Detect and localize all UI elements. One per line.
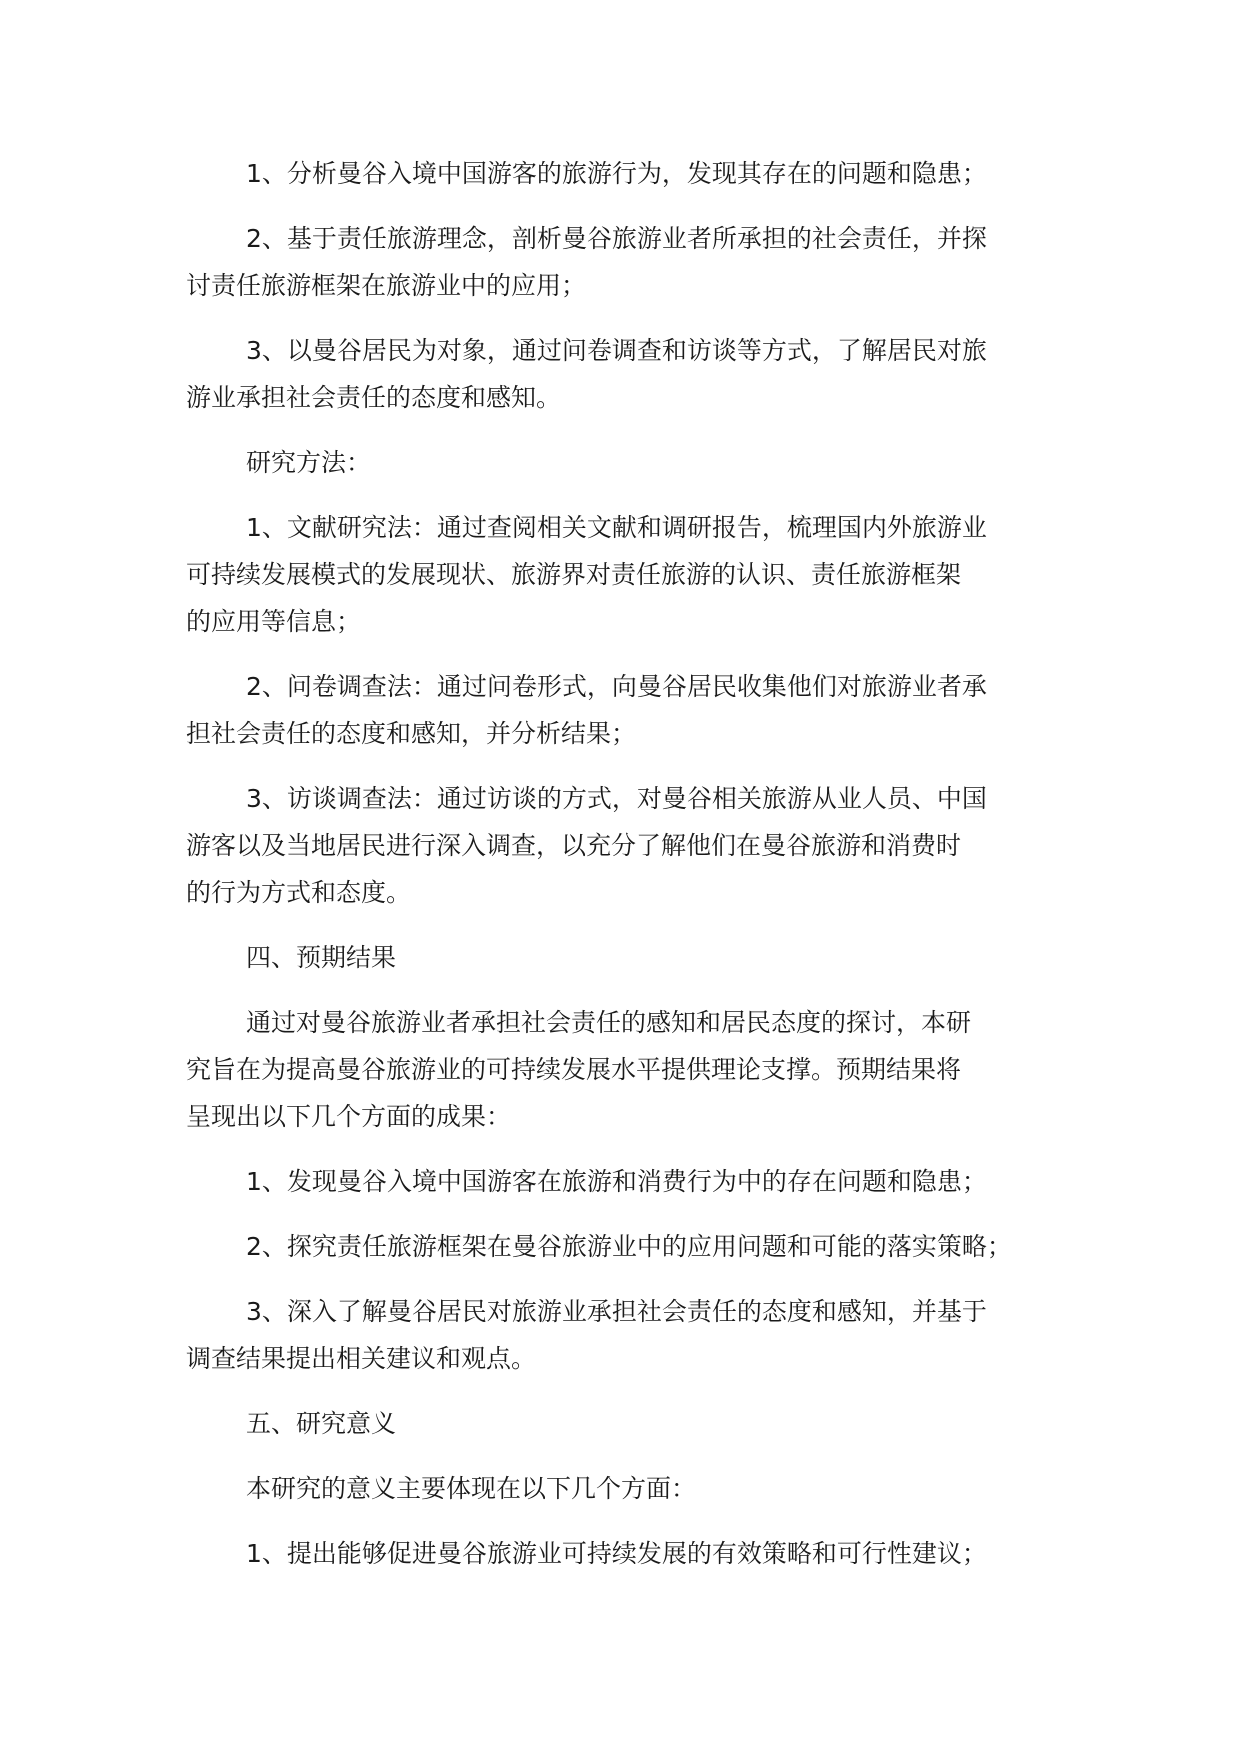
text-line: 1、发现曼谷入境中国游客在旅游和消费行为中的存在问题和隐患； [246,1167,987,1196]
text-line: 五、研究意义 [246,1409,397,1438]
paragraph [186,1530,1066,1577]
section-heading [186,1400,1066,1447]
text-line: 游客以及当地居民进行深入调查，以充分了解他们在曼谷旅游和消费时 [186,831,962,860]
paragraph [186,775,1066,916]
paragraph [186,327,1066,421]
text-line: 讨责任旅游框架在旅游业中的应用； [186,271,587,300]
paragraph [186,1223,1066,1270]
document-body [186,150,1066,1595]
section-label [186,439,1066,486]
text-line: 3、深入了解曼谷居民对旅游业承担社会责任的态度和感知，并基于 [246,1297,987,1326]
text-line: 究旨在为提高曼谷旅游业的可持续发展水平提供理论支撑。预期结果将 [186,1055,962,1084]
text-line: 调查结果提出相关建议和观点。 [186,1344,537,1373]
text-line: 本研究的意义主要体现在以下几个方面： [246,1474,697,1503]
text-line: 的行为方式和态度。 [186,878,412,907]
text-line: 研究方法： [246,448,372,477]
text-line: 2、问卷调查法：通过问卷形式，向曼谷居民收集他们对旅游业者承 [246,672,987,701]
paragraph [186,504,1066,645]
paragraph [186,150,1066,197]
text-line: 担社会责任的态度和感知，并分析结果； [186,719,637,748]
paragraph [186,215,1066,309]
text-line: 3、访谈调查法：通过访谈的方式，对曼谷相关旅游从业人员、中国 [246,784,987,813]
text-line: 3、以曼谷居民为对象，通过问卷调查和访谈等方式，了解居民对旅 [246,336,987,365]
text-line: 2、探究责任旅游框架在曼谷旅游业中的应用问题和可能的落实策略； [246,1232,1012,1261]
paragraph [186,663,1066,757]
text-line: 游业承担社会责任的态度和感知。 [186,383,562,412]
text-line: 1、分析曼谷入境中国游客的旅游行为，发现其存在的问题和隐患； [246,159,987,188]
text-line: 1、文献研究法：通过查阅相关文献和调研报告，梳理国内外旅游业 [246,513,987,542]
text-line: 呈现出以下几个方面的成果： [186,1102,512,1131]
paragraph [186,1288,1066,1382]
paragraph [186,1465,1066,1512]
text-line: 的应用等信息； [186,607,362,636]
paragraph [186,1158,1066,1205]
text-line: 四、预期结果 [246,943,397,972]
text-line: 通过对曼谷旅游业者承担社会责任的感知和居民态度的探讨，本研 [246,1008,972,1037]
text-line: 可持续发展模式的发展现状、旅游界对责任旅游的认识、责任旅游框架 [186,560,962,589]
paragraph [186,999,1066,1140]
text-line: 1、提出能够促进曼谷旅游业可持续发展的有效策略和可行性建议； [246,1539,987,1568]
text-line: 2、基于责任旅游理念，剖析曼谷旅游业者所承担的社会责任，并探 [246,224,987,253]
section-heading [186,934,1066,981]
